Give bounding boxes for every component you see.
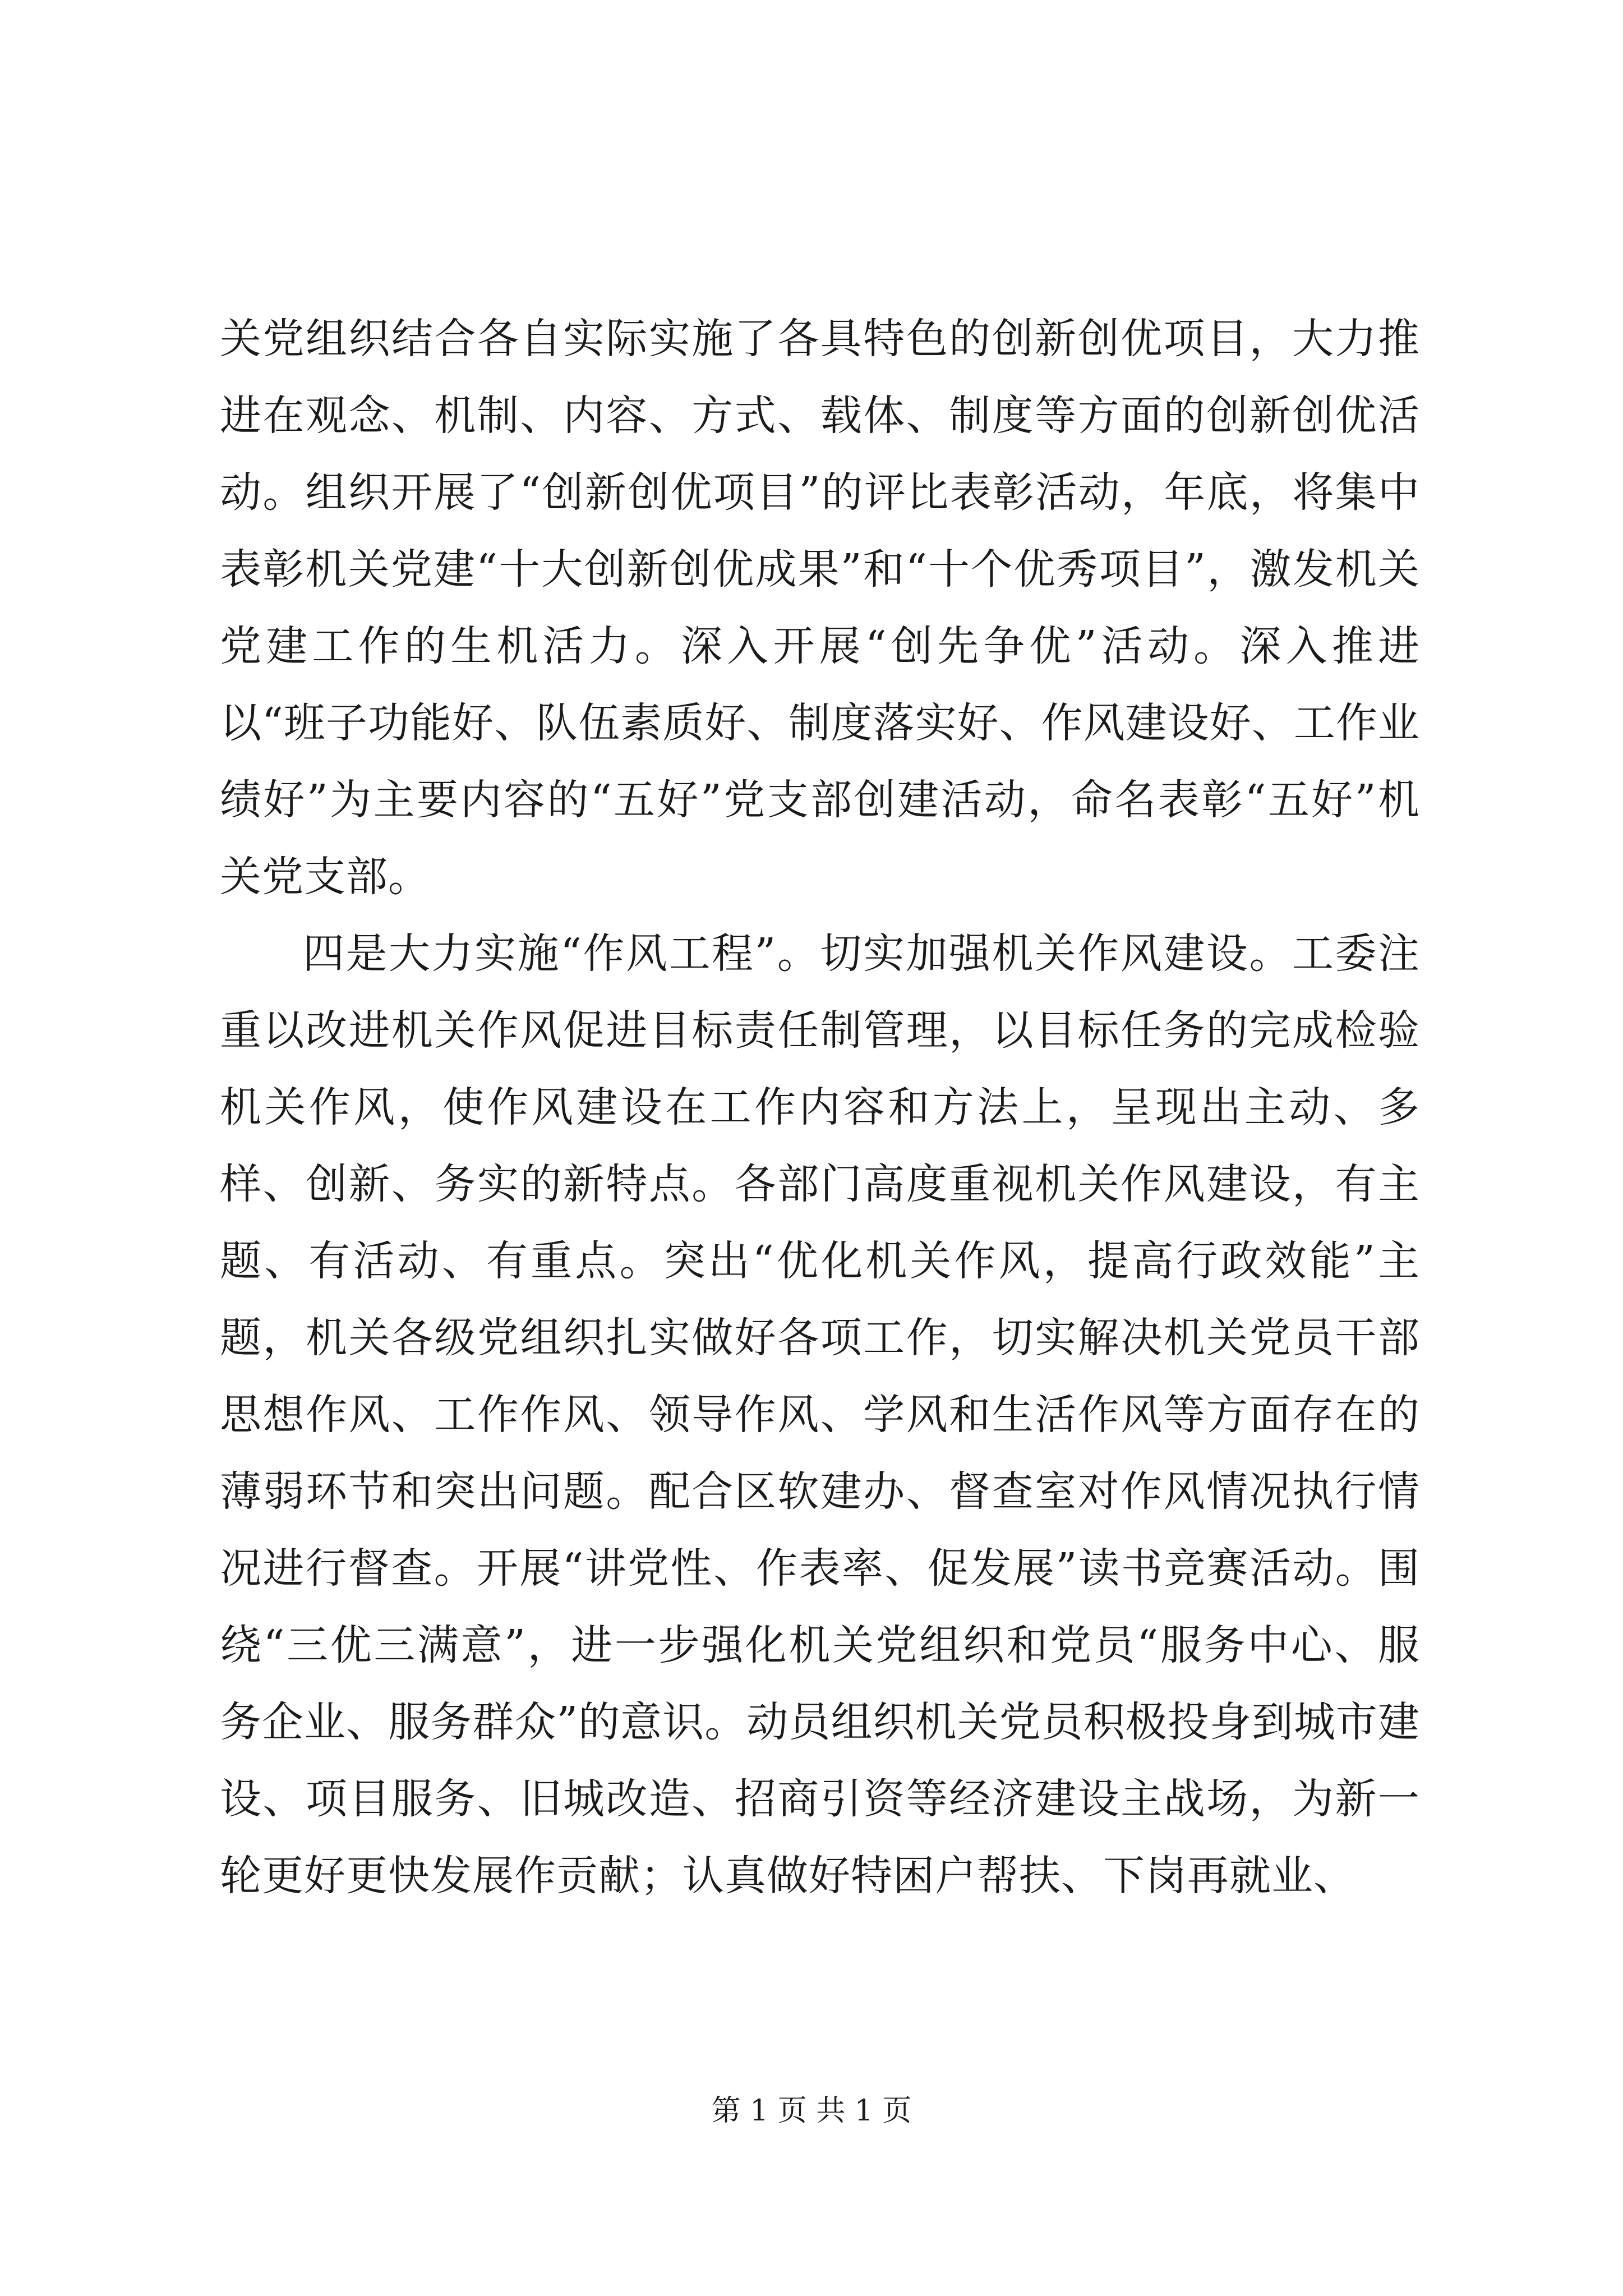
paragraph-1: 关党组织结合各自实际实施了各具特色的创新创优项目，大力推进在观念、机制、内容、方式、载体、制度等方面的创新创优活动。组织开展了“创新创优项目”的评比表彰活动，年底，将集中表彰机关党建“十大创新创优成果”和“十个优秀项目”，激发机关党建工作的生机活力。深入开展“创先争优”活动。深入推进以“班子功能好、队伍素质好、制度落实好、作风建设好、工作业绩好”为主要内容的“五好”党支部创建活动，命名表彰“五好”机关党支部。 bbox=[220, 315, 1420, 901]
document-body bbox=[220, 301, 1420, 1915]
page-footer: 第 1 页 共 1 页 bbox=[711, 2094, 912, 2128]
paragraph-2: 四是大力实施“作风工程”。切实加强机关作风建设。工委注重以改进机关作风促进目标责任制管理，以目标任务的完成检验机关作风，使作风建设在工作内容和方法上，呈现出主动、多样、创新、务实的新特点。各部门高度重视机关作风建设，有主题、有活动、有重点。突出“优化机关作风，提高行政效能”主题，机关各级党组织扎实做好各项工作，切实解决机关党员干部思想作风、工作作风、领导作风、学风和生活作风等方面存在的薄弱环节和突出问题。配合区软建办、督查室对作风情况执行情况进行督查。开展“讲党性、作表率、促发展”读书竞赛活动。围绕“三优三满意”，进一步强化机关党组织和党员“服务中心、服务企业、服务群众”的意识。动员组织机关党员积极投身到城市建设、项目服务、旧城改造、招商引资等经济建设主战场，为新一轮更好更快发展作贡献；认真做好特困户帮扶、下岗再就业、 bbox=[220, 930, 1420, 1900]
